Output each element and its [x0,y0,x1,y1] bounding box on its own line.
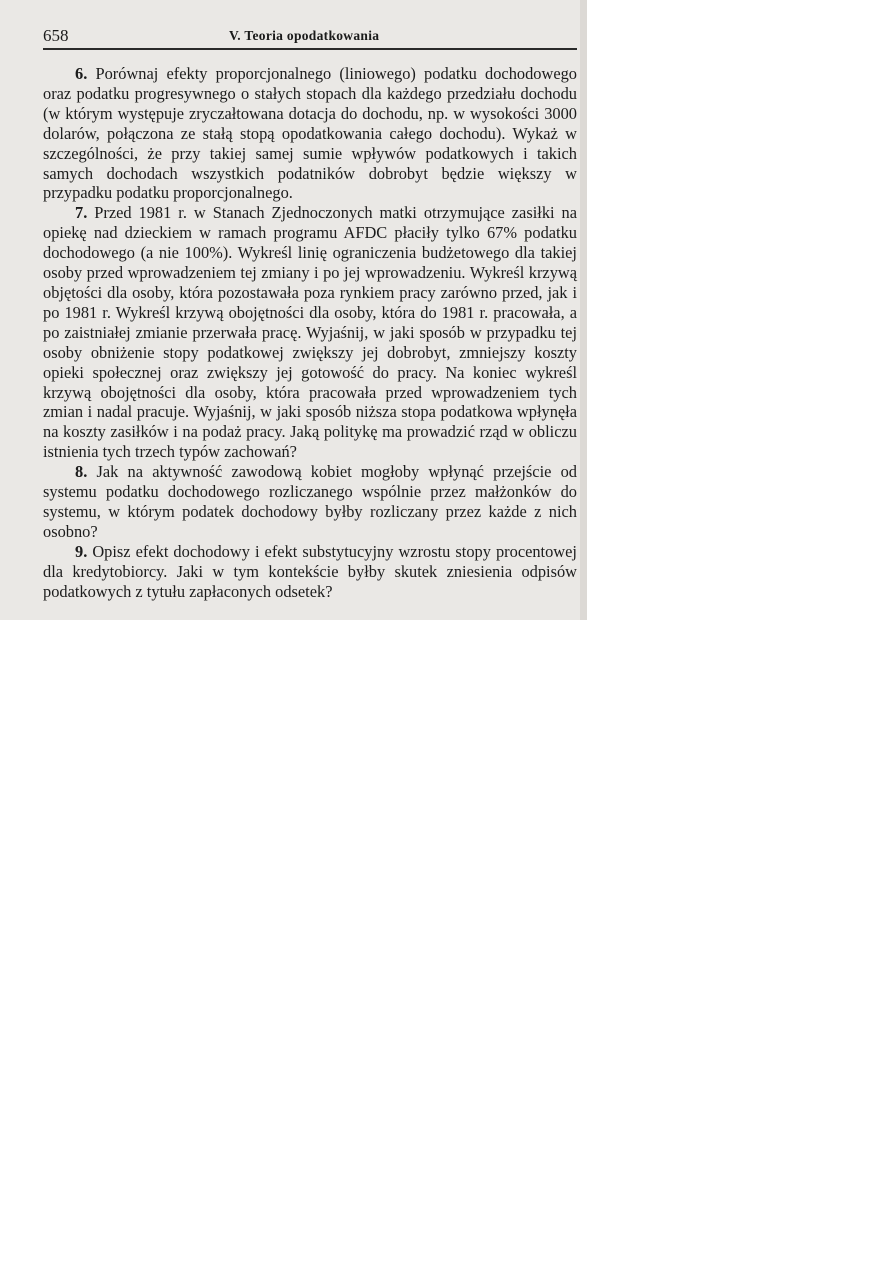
page-header [43,26,577,46]
question-number: 6. [75,64,88,83]
page-edge-shadow [580,0,587,620]
question-9 [43,542,577,602]
header-rule [43,48,577,50]
question-text: Jak na aktywność zawodową kobiet mogłoby wpłynąć przejście od systemu podatku dochodowego rozliczanego wspólnie przez małżonków do systemu, w którym podatek dochodowy byłby rozliczany przez każde z nich osobno? [43,462,577,541]
question-6 [43,64,577,203]
question-number: 9. [75,541,88,561]
scanned-page [0,0,587,620]
page-number: 658 [43,26,69,45]
question-7 [43,203,577,462]
question-8 [43,462,577,542]
question-text: Opisz efekt dochodowy i efekt substytucyjny wzrostu stopy procentowej dla kredytobiorcy. Jaki w tym kontekście byłby skutek zniesienia odpisów podatkowych z tytułu zapłaconych odsetek? [43,541,577,601]
question-number: 7. [75,203,88,223]
running-title: V. Teoria opodatkowania [229,28,380,43]
question-number: 8. [75,462,88,482]
question-text: Przed 1981 r. w Stanach Zjednoczonych matki otrzymujące zasiłki na opiekę nad dzieckiem w ramach programu AFDC płaciły tylko 67% podatku dochodowego (a nie 100%). Wykreśl linię ograniczenia budżetowego dla takiej osoby przed wprowadzeniem tej zmiany i po jej wprowadzeniu. Wykreśl krzywą objętości dla osoby, która pozostawała poza rynkiem pracy zarówno przed, jak i po 1981 r. Wykreśl krzywą obojętności dla osoby, która do 1981 r. pracowała, a po zaistniałej zmianie przerwała pracę. Wyjaśnij, w jaki sposób w przypadku tej osoby obniżenie stopy podatkowej zwiększy jej dobrobyt, zmniejszy koszty opieki społecznej oraz zwiększy jej gotowość do pracy. Na koniec wykreśl krzywą obojętności dla osoby, która pracowała przed wprowadzeniem tych zmian i nadal pracuje. Wyjaśnij, w jaki sposób niższa stopa podatkowa wpłynęła na koszty zasiłków i na podaż pracy. Jaką politykę ma prowadzić rząd w obliczu istnienia tych trzech typów zachowań? [43,203,577,462]
question-text: Porównaj efekty proporcjonalnego (liniowego) podatku dochodowego oraz podatku progresywnego o stałych stopach dla każdego przedziału dochodu (w którym występuje zryczałtowana dotacja do dochodu, np. w wysokości 3000 dolarów, połączona ze stałą stopą opodatkowania całego dochodu). Wykaż w szczególności, że przy takiej samej sumie wpływów podatkowych i takich samych dochodach wszystkich podatników dobrobyt będzie większy w przypadku podatku proporcjonalnego. [43,64,577,203]
questions-list [43,64,577,601]
